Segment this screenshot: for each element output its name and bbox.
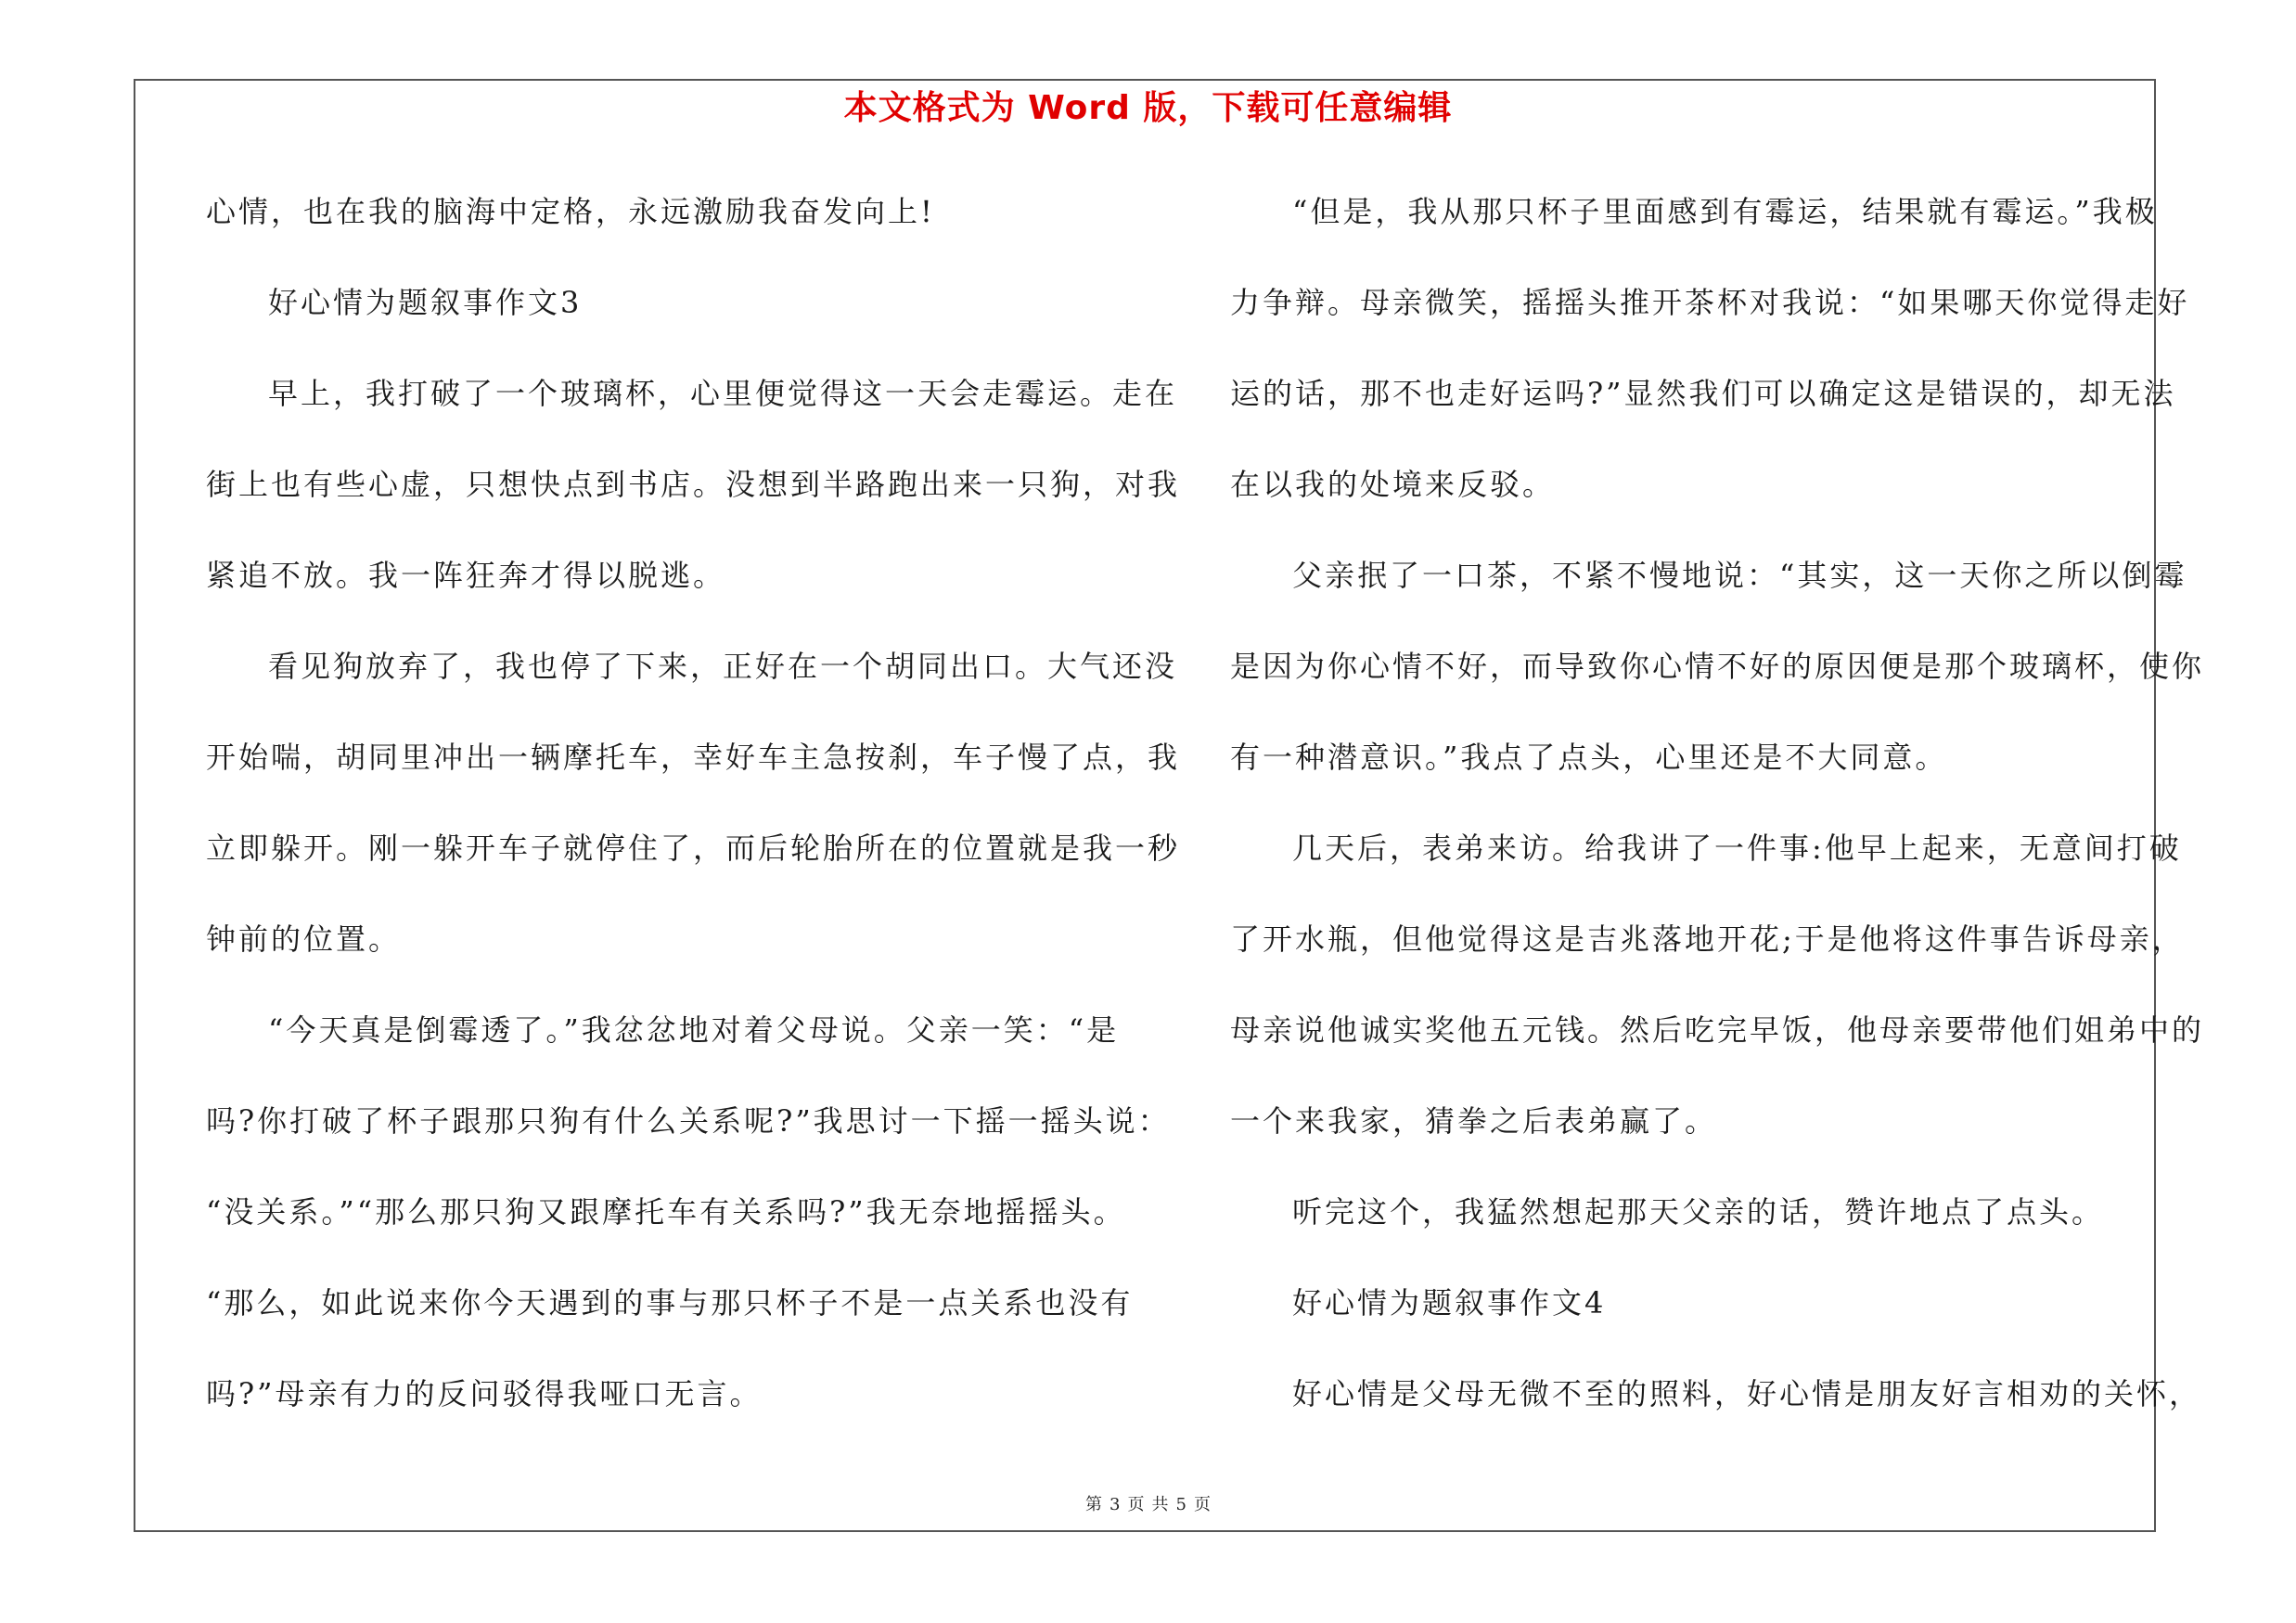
footer-total-pages: 5 — [1175, 1495, 1186, 1514]
footer-current-page: 3 — [1110, 1495, 1121, 1514]
text-line: 心情，也在我的脑海中定格，永远激励我奋发向上! — [206, 194, 935, 229]
text-line: 立即躲开。刚一躲开车子就停住了，而后轮胎所在的位置就是我一秒 — [206, 831, 1181, 866]
text-line: 是因为你心情不好，而导致你心情不好的原因便是那个玻璃杯，使你 — [1230, 649, 2205, 684]
text-line: 街上也有些心虚，只想快点到书店。没想到半路跑出来一只狗，对我 — [206, 467, 1181, 502]
text-line: 运的话，那不也走好运吗?”显然我们可以确定这是错误的，却无法 — [1230, 376, 2176, 411]
text-line: “没关系。”“那么那只狗又跟摩托车有关系吗?”我无奈地摇摇头。 — [206, 1194, 1126, 1230]
text-line: 紧追不放。我一阵狂奔才得以脱逃。 — [206, 558, 726, 593]
text-line: 母亲说他诚实奖他五元钱。然后吃完早饭，他母亲要带他们姐弟中的 — [1230, 1012, 2205, 1048]
text-line: 好心情是父母无微不至的照料，好心情是朋友好言相劝的关怀， — [1292, 1376, 2202, 1411]
left-text-column — [206, 186, 1181, 1459]
text-line: 力争辩。母亲微笑，摇摇头推开茶杯对我说：“如果哪天你觉得走好 — [1230, 285, 2190, 320]
text-line: 钟前的位置。 — [206, 921, 402, 957]
text-line: 好心情为题叙事作文4 — [1292, 1285, 1607, 1320]
format-notice-banner: 本文格式为 Word 版，下载可任意编辑 — [843, 89, 1453, 127]
text-line: 父亲抿了一口茶，不紧不慢地说：“其实，这一天你之所以倒霉 — [1292, 558, 2187, 593]
footer-total-word: 共 — [1151, 1495, 1169, 1514]
text-line: 有一种潜意识。”我点了点头，心里还是不大同意。 — [1230, 740, 1948, 775]
text-line: 看见狗放弃了，我也停了下来，正好在一个胡同出口。大气还没 — [268, 649, 1178, 684]
text-line: 一个来我家，猜拳之后表弟赢了。 — [1230, 1103, 1718, 1139]
page-footer — [0, 1494, 2296, 1516]
text-line: “今天真是倒霉透了。”我忿忿地对着父母说。父亲一笑：“是 — [268, 1012, 1120, 1048]
footer-page-word: 页 — [1127, 1495, 1145, 1514]
text-line: “那么，如此说来你今天遇到的事与那只杯子不是一点关系也没有 — [206, 1285, 1134, 1320]
text-line: 在以我的处境来反驳。 — [1230, 467, 1556, 502]
right-text-column — [1230, 186, 2205, 1459]
footer-suffix: 页 — [1193, 1495, 1211, 1514]
text-line: 好心情为题叙事作文3 — [268, 285, 583, 320]
text-line: 听完这个，我猛然想起那天父亲的话，赞许地点了点头。 — [1292, 1194, 2105, 1230]
footer-prefix: 第 — [1085, 1495, 1103, 1514]
text-line: 几天后，表弟来访。给我讲了一件事:他早上起来，无意间打破 — [1292, 831, 2182, 866]
text-line: 吗?你打破了杯子跟那只狗有什么关系呢?”我思讨一下摇一摇头说： — [206, 1103, 1171, 1139]
text-line: “但是，我从那只杯子里面感到有霉运，结果就有霉运。”我极 — [1292, 194, 2158, 229]
text-line: 开始喘，胡同里冲出一辆摩托车，幸好车主急按刹，车子慢了点，我 — [206, 740, 1181, 775]
text-line: 吗?”母亲有力的反问驳得我哑口无言。 — [206, 1376, 763, 1411]
text-line: 了开水瓶，但他觉得这是吉兆落地开花;于是他将这件事告诉母亲， — [1230, 921, 2185, 957]
text-line: 早上，我打破了一个玻璃杯，心里便觉得这一天会走霉运。走在 — [268, 376, 1178, 411]
